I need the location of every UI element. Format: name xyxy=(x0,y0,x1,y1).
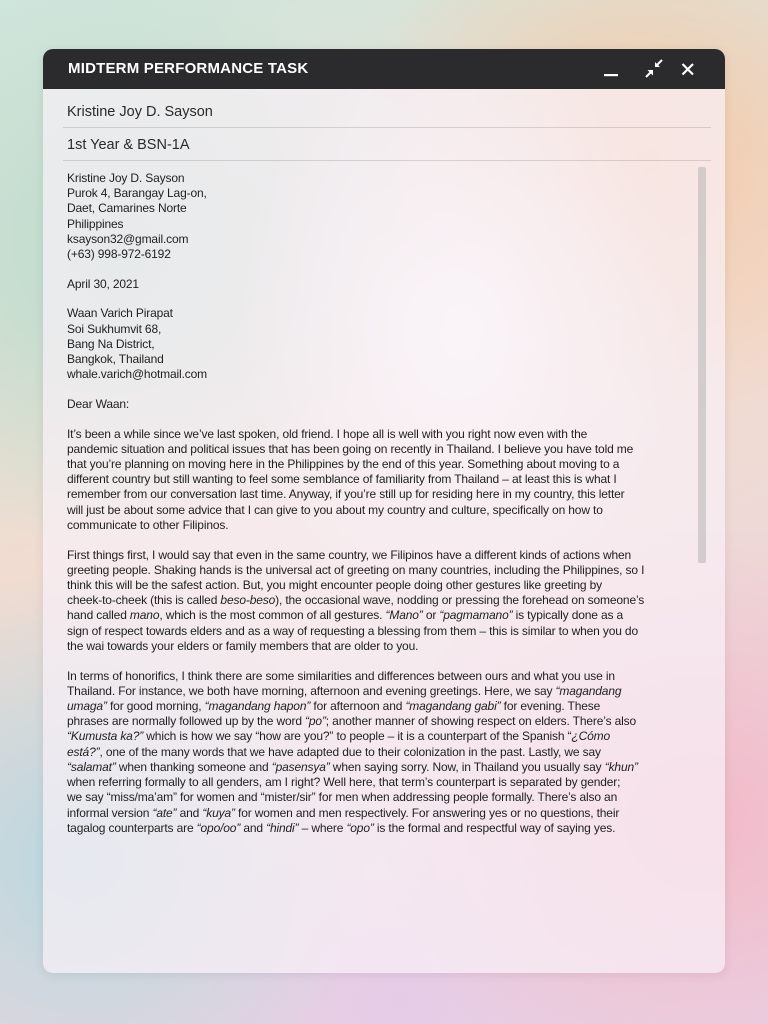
paragraph-line: that you’re planning on moving here in the Philippines by the end of this year. Something about moving to a xyxy=(67,457,620,472)
paragraph-line: different country but still wanting to feel some semblance of familiarity from Thailand – at least this is what I xyxy=(67,472,617,487)
document-window xyxy=(43,49,725,973)
paragraph-line: think this will be the safest action. But, you might encounter people doing other gestures like greeting by xyxy=(67,578,602,593)
recipient-address xyxy=(67,306,697,382)
divider xyxy=(63,160,711,161)
paragraph-line: sign of respect towards elders and as a way of requesting a blessing from them – this is similar to when you do xyxy=(67,623,638,638)
paragraph-line: informal version “ate” and “kuya” for women and men respectively. For answering yes or no questions, their xyxy=(67,805,620,820)
paragraph-line: In terms of honorifics, I think there are some similarities and differences between ours and what you use in xyxy=(67,668,615,683)
minimize-icon[interactable] xyxy=(599,57,623,81)
paragraph-line: pandemic situation and political issues that has been going on recently in Thailand. I believe you have told me xyxy=(67,441,634,456)
recipient-line: Bangkok, Thailand xyxy=(67,352,164,367)
paragraph-line: greeting people. Shaking hands is the universal act of greeting on many countries, including the Philippines, so I xyxy=(67,562,645,577)
recipient-line: Waan Varich Pirapat xyxy=(67,306,173,321)
letter-date: April 30, 2021 xyxy=(67,276,139,291)
sender-line: ksayson32@gmail.com xyxy=(67,231,189,246)
paragraph-line: when referring formally to all genders, am I right? Well here, that term’s counterpart is separated by gender; xyxy=(67,775,621,790)
paragraph-line: hand called mano, which is the most common of all gestures. “Mano” or “pagmamano” is typically done as a xyxy=(67,608,624,623)
paragraph-line: cheek-to-cheek (this is called beso-beso), the occasional wave, nodding or pressing the forehead on someone’s xyxy=(67,593,645,608)
paragraph-line: está?”, one of the many words that we have adapted due to their colonization in the past. Lastly, we say xyxy=(67,744,601,759)
paragraph-line: phrases are normally followed up by the word “po”; another manner of showing respect on elders. There’s also xyxy=(67,714,637,729)
paragraph xyxy=(67,427,697,533)
year-section-field: 1st Year & BSN-1A xyxy=(67,137,190,153)
paragraph-line: First things first, I would say that even in the same country, we Filipinos have a different kinds of actions when xyxy=(67,547,632,562)
paragraph-line: umaga” for good morning, “magandang hapon” for afternoon and “magandang gabi” for evening. These xyxy=(67,699,601,714)
paragraph-line: will just be about some advice that I can give to you about my country and culture, specifically on how to xyxy=(67,502,603,517)
sender-line: Purok 4, Barangay Lag-on, xyxy=(67,186,207,201)
scrollbar[interactable] xyxy=(698,167,706,563)
paragraph-line: Thailand. For instance, we both have morning, afternoon and evening greetings. Here, we say “magandang xyxy=(67,683,622,698)
paragraph xyxy=(67,548,697,654)
letter-paragraphs xyxy=(67,427,697,836)
paragraph-line: we say “miss/ma’am” for women and “mister/sir” for men when addressing people formally. There’s also an xyxy=(67,790,618,805)
paragraph xyxy=(67,669,697,836)
paragraph-line: “salamat” when thanking someone and “pasensya” when saying sorry. Now, in Thailand you usually say “khun” xyxy=(67,759,638,774)
letter-body xyxy=(67,171,697,851)
student-name-field: Kristine Joy D. Sayson xyxy=(67,104,213,120)
sender-line: (+63) 998-972-6192 xyxy=(67,247,171,262)
sender-line: Kristine Joy D. Sayson xyxy=(67,171,185,185)
paragraph-line: the wai towards your elders or family members that are older to you. xyxy=(67,638,419,653)
paragraph-line: communicate to other Filipinos. xyxy=(67,517,229,532)
close-icon[interactable] xyxy=(676,57,700,81)
salutation: Dear Waan: xyxy=(67,396,130,411)
paragraph-line: tagalog counterparts are “opo/oo” and “hindi” – where “opo” is the formal and respectful way of saying yes. xyxy=(67,820,616,835)
collapse-arrows-icon[interactable] xyxy=(642,57,666,81)
title-bar xyxy=(43,49,725,89)
sender-line: Daet, Camarines Norte xyxy=(67,201,187,216)
window-title: MIDTERM PERFORMANCE TASK xyxy=(68,60,309,77)
sender-line: Philippines xyxy=(67,216,124,231)
sender-address xyxy=(67,171,697,262)
recipient-line: Bang Na District, xyxy=(67,336,155,351)
paragraph-line: It’s been a while since we’ve last spoken, old friend. I hope all is well with you right now even with the xyxy=(67,426,588,441)
divider xyxy=(63,127,711,128)
recipient-line: whale.varich@hotmail.com xyxy=(67,367,207,382)
recipient-line: Soi Sukhumvit 68, xyxy=(67,321,162,336)
paragraph-line: “Kumusta ka?” which is how we say “how are you?” to people – it is a counterpart of the Spanish “¿Cómo xyxy=(67,729,610,744)
paragraph-line: remember from our conversation last time. Anyway, if you’re still up for residing here in my country, this letter xyxy=(67,487,625,502)
